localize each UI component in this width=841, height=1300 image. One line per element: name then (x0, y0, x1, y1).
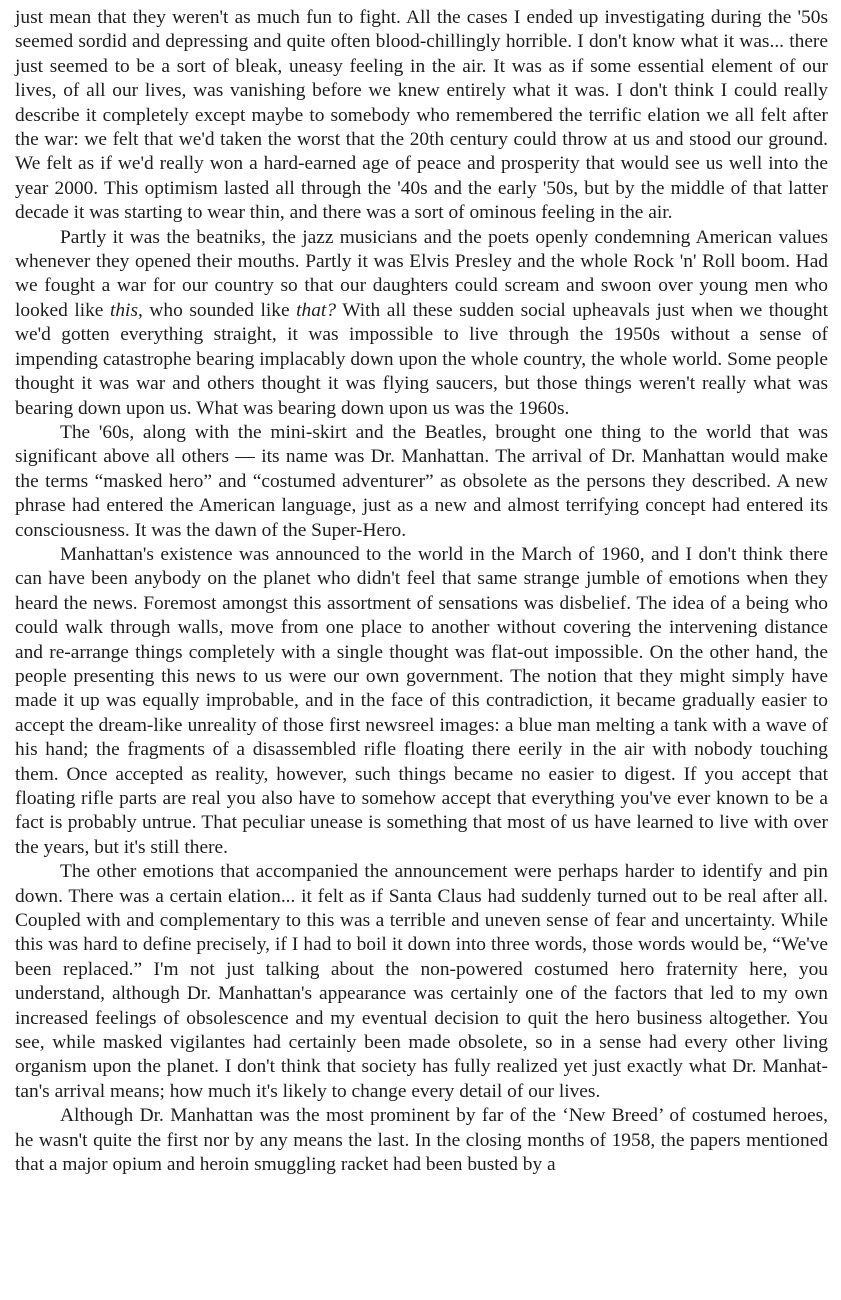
paragraph-2-part-c: With all these sudden social upheavals just when we thought we'd gotten everything straight, it was impossible to live through the 1950s without a sense of impending catastrophe bearing implacably down upon the whole country, the whole world. Some people thought it was war and others thought it was flying saucers, but those things weren't really what was bearing down upon us. What was bearing down upon us was the 1960s. (15, 299, 828, 419)
paragraph-2-part-a: Partly it was the beatniks, the jazz musicians and the poets openly condemning American values whenever they opened their mouths. Partly it was Elvis Presley and the whole Rock 'n' Roll boom. Had we fought a war for our country so that our daughters could scream and swoon over young men who looked like (15, 226, 828, 321)
emphasis-that: that? (296, 299, 337, 321)
paragraph-2-part-b: , who sounded like (138, 299, 297, 321)
paragraph-1: just mean that they weren't as much fun to fight. All the cases I ended up investigating during the '50s seemed sordid and depressing and quite often blood-chillingly horrible. I don't know what it was... there just seemed to be a sort of bleak, uneasy feeling in the air. It was as if some essential element of our lives, of all our lives, was vanishing before we knew entirely what it was. I don't think I could really describe it completely except maybe to somebody who remembered the terrific elation we all felt after the war: we felt that we'd taken the worst that the 20th century could throw at us and stood our ground. We felt as if we'd really won a hard-earned age of peace and prosperity that would see us well into the year 2000. This optimism lasted all through the '40s and the early '50s, but by the middle of that latter decade it was starting to wear thin, and there was a sort of ominous feeling in the air. (15, 7, 828, 224)
paragraph-3: The '60s, along with the mini-skirt and the Beatles, brought one thing to the world that was significant above all others — its name was Dr. Manhattan. The arrival of Dr. Manhattan would make the terms “masked hero” and “costumed adventurer” as obsolete as the persons they described. A new phrase had entered the American language, just as a new and almost terrifying concept had entered its consciousness. It was the dawn of the Super-Hero. (15, 421, 828, 541)
paragraph-6: Although Dr. Manhattan was the most prominent by far of the ‘New Breed’ of costumed heroes, he wasn't quite the first nor by any means the last. In the closing months of 1958, the papers mentioned that a major opium and heroin smuggling racket had been busted by a (15, 1105, 828, 1176)
emphasis-this: this (109, 299, 138, 321)
paragraph-4: Manhattan's existence was announced to the world in the March of 1960, and I don't think there can have been anybody on the planet who didn't feel that same strange jumble of emotions when they heard the news. Foremost amongst this assortment of sensations was disbelief. The idea of a being who could walk through walls, move from one place to another without covering the intervening distance and re-arrange things completely with a single thought was flat-out impossible. On the other hand, the people presenting this news to us were our own government. The notion that they might simply have made it up was equally improbable, and in the face of this contradiction, it became gradually easier to accept the dream-like unreality of those first newsreel images: a blue man melting a tank with a wave of his hand; the fragments of a disassembled rifle floating there eerily in the air with nobody touching them. Once accepted as reality, however, such things became no easier to digest. If you accept that floating rifle parts are real you also have to somehow accept that everything you've ever known to be a fact is probably untrue. That peculiar unease is something that most of us have learned to live with over the years, but it's still there. (15, 543, 828, 858)
paragraph-5: The other emotions that accompanied the announcement were perhaps harder to identify and pin down. There was a certain elation... it felt as if Santa Claus had suddenly turned out to be real after all. Coupled with and complementary to this was a terrible and uneven sense of fear and uncertainty. While this was hard to define precisely, if I had to boil it down into three words, those words would be, “We've been replaced.” I'm not just talking about the non-powered costumed hero fraternity here, you understand, although Dr. Manhattan's appearance was certainly one of the factors that led to my own increased feelings of obsolescence and my eventual decision to quit the hero business altogether. You see, while masked vigilantes had certainly been made obsolete, so in a sense had every other living organism upon the planet. I don't think that society has fully realized yet just exactly what Dr. Manhattan's arrival means; how much it's likely to change every detail of our lives. (15, 861, 828, 1102)
paragraph-2 (15, 226, 828, 421)
document-page (15, 6, 828, 1178)
